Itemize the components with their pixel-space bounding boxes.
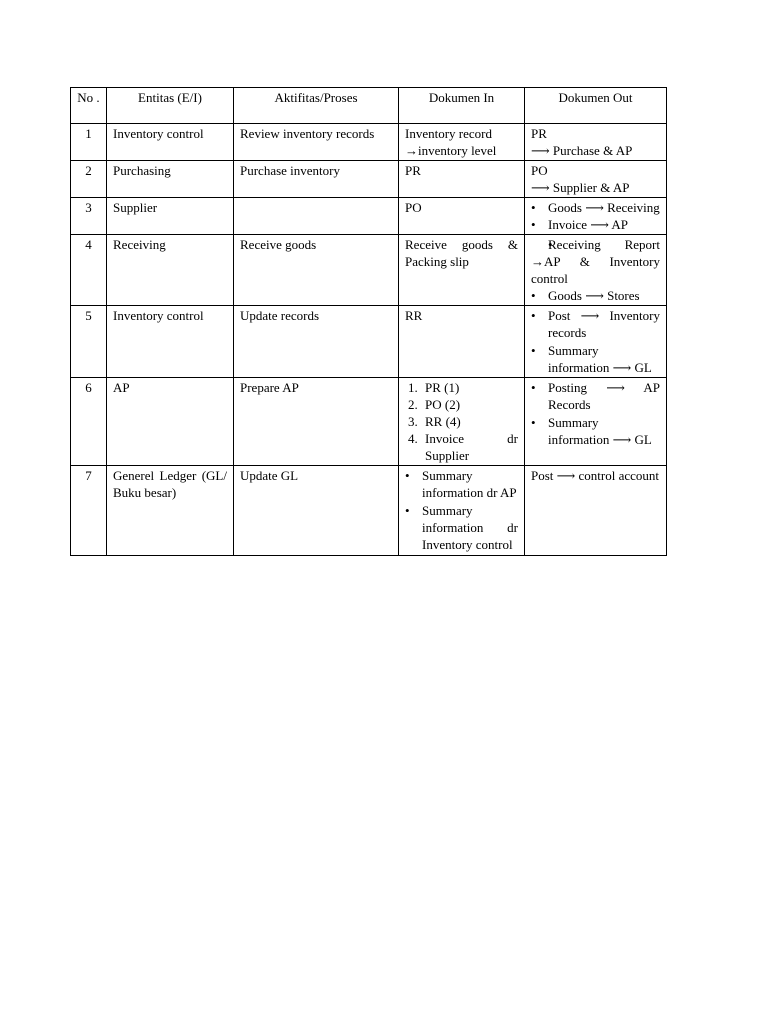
header-aktifitas: Aktifitas/Proses (234, 88, 399, 124)
cell-dokumen-in: RR (399, 306, 525, 378)
cell-aktifitas (234, 198, 399, 235)
list-item: • Summary information ⟶ GL (531, 414, 660, 448)
table-row (71, 161, 667, 198)
header-dokumen-out: Dokumen Out (525, 88, 667, 124)
cell-no: 7 (71, 466, 107, 556)
list-item: • Invoice ⟶ AP (531, 216, 660, 233)
cell-dokumen-in (399, 466, 525, 556)
document-table (70, 87, 667, 556)
list-item: • Post ⟶ Inventory records (531, 307, 660, 341)
header-entitas: Entitas (E/I) (107, 88, 234, 124)
list-item: 3. RR (4) (408, 414, 461, 429)
cell-no: 5 (71, 306, 107, 378)
cell-entitas: Supplier (107, 198, 234, 235)
table-header-row (71, 88, 667, 124)
table-row (71, 235, 667, 306)
list-item: 4. Invoice dr Supplier (408, 431, 518, 463)
cell-dokumen-in: PR (399, 161, 525, 198)
list-item: • Posting ⟶ AP Records (531, 379, 660, 413)
cell-no: 3 (71, 198, 107, 235)
cell-dokumen-out (525, 198, 667, 235)
cell-dokumen-in: PO (399, 198, 525, 235)
cell-aktifitas: Update GL (234, 466, 399, 556)
header-dokumen-in: Dokumen In (399, 88, 525, 124)
table-row (71, 198, 667, 235)
table-row (71, 466, 667, 556)
cell-dokumen-out: Post ⟶ control account (525, 466, 667, 556)
cell-dokumen-out (525, 306, 667, 378)
cell-dokumen-in: Inventory record →inventory level (399, 124, 525, 161)
list-item: • Goods ⟶ Stores (531, 287, 660, 304)
table-row (71, 306, 667, 378)
list-item: 1. PR (1) (408, 380, 460, 395)
list-item: 2. PO (2) (408, 397, 461, 412)
cell-dokumen-out: PR ⟶ Purchase & AP (525, 124, 667, 161)
header-no: No . (71, 88, 107, 124)
cell-entitas: Generel Ledger (GL/ Buku besar) (107, 466, 234, 556)
cell-entitas: Purchasing (107, 161, 234, 198)
list-item: • Summary information ⟶ GL (531, 342, 660, 376)
cell-entitas: AP (107, 378, 234, 466)
cell-dokumen-out (525, 235, 667, 306)
cell-aktifitas: Receive goods (234, 235, 399, 306)
list-item: • Receiving Report →AP & Inventory control (531, 236, 660, 287)
cell-aktifitas: Purchase inventory (234, 161, 399, 198)
list-item: • Summary information dr AP (405, 467, 518, 501)
table-row (71, 378, 667, 466)
list-item: • Goods ⟶ Receiving (531, 199, 660, 216)
cell-entitas: Inventory control (107, 306, 234, 378)
cell-aktifitas: Update records (234, 306, 399, 378)
table-row (71, 124, 667, 161)
cell-entitas: Inventory control (107, 124, 234, 161)
cell-no: 1 (71, 124, 107, 161)
cell-entitas: Receiving (107, 235, 234, 306)
cell-dokumen-in: Receive goods & Packing slip (399, 235, 525, 306)
cell-aktifitas: Review inventory records (234, 124, 399, 161)
cell-no: 2 (71, 161, 107, 198)
cell-no: 4 (71, 235, 107, 306)
cell-dokumen-out: PO ⟶ Supplier & AP (525, 161, 667, 198)
cell-aktifitas: Prepare AP (234, 378, 399, 466)
cell-dokumen-out (525, 378, 667, 466)
cell-dokumen-in (399, 378, 525, 466)
list-item: • Summary information dr Inventory control (405, 502, 518, 553)
cell-no: 6 (71, 378, 107, 466)
